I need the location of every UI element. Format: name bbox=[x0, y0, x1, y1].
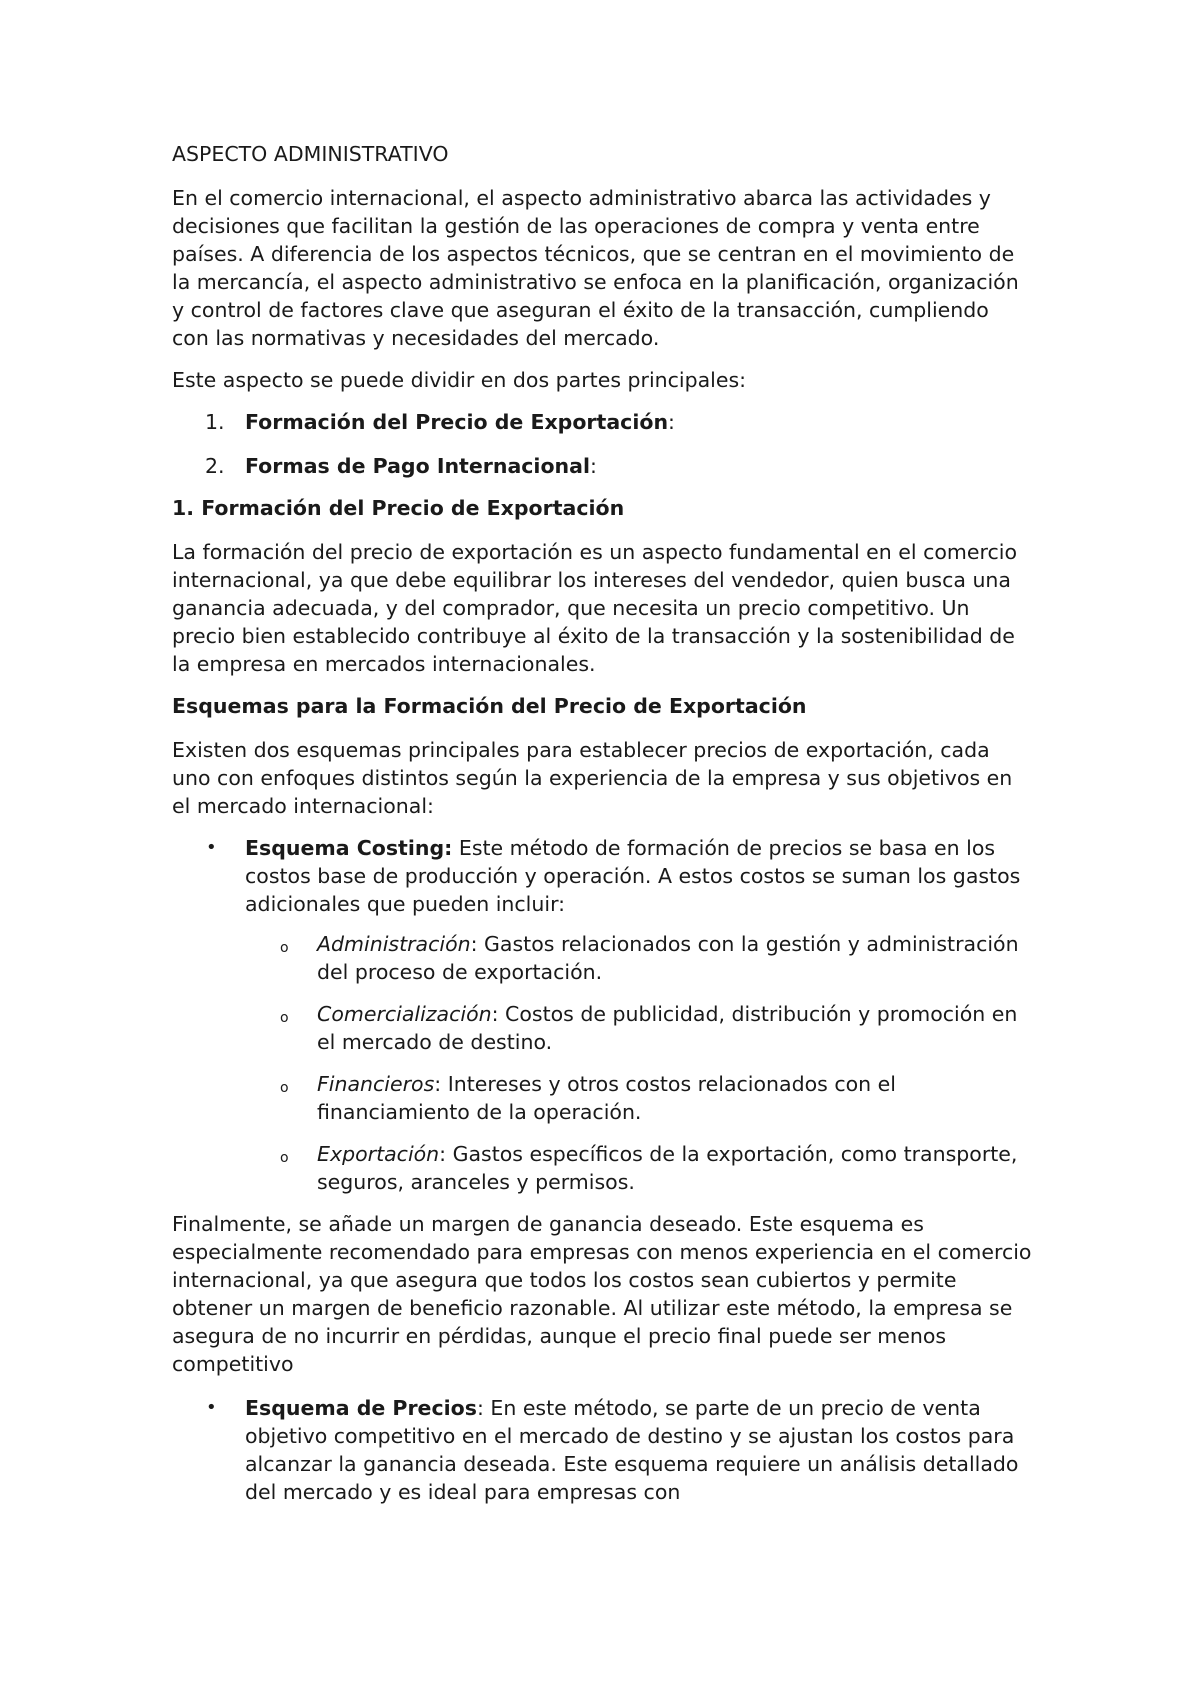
list-item-suffix: : bbox=[590, 454, 597, 478]
bullet-marker: • bbox=[206, 1397, 217, 1418]
costing-sub-list bbox=[172, 930, 1032, 1196]
bullet-precios bbox=[172, 1394, 1032, 1506]
divide-paragraph: Este aspecto se puede dividir en dos partes principales: bbox=[172, 368, 747, 392]
sub-item-text bbox=[317, 930, 1032, 986]
schemes-intro: Existen dos esquemas principales para establecer precios de exportación, cada uno con enfoques distintos según la experiencia de la empresa y sus objetivos en el mercado internacional: bbox=[172, 738, 1013, 818]
list-item bbox=[172, 452, 1032, 480]
list-item bbox=[172, 1000, 1032, 1056]
bullet-marker: • bbox=[206, 837, 217, 858]
costing-conclusion: Finalmente, se añade un margen de ganancia deseado. Este esquema es especialmente recomendado para empresas con menos experiencia en el comercio internacional, ya que asegura que todos los costos sean cubiertos y permite obtener un margen de beneficio razonable. Al utilizar este método, la empresa se asegura de no incurrir en pérdidas, aunque el precio final puede ser menos competitivo bbox=[172, 1212, 1032, 1376]
list-number: 2. bbox=[205, 454, 225, 478]
sub-marker: o bbox=[280, 940, 289, 956]
list-item bbox=[172, 408, 1032, 436]
section1-paragraph: La formación del precio de exportación es un aspecto fundamental en el comercio internacional, ya que debe equilibrar los intereses del vendedor, quien busca una ganancia adecuada, y del comprador, que necesita un precio competitivo. Un precio bien establecido contribuye al éxito de la transacción y la sostenibilidad de la empresa en mercados internacionales. bbox=[172, 540, 1018, 676]
sub-marker: o bbox=[280, 1010, 289, 1026]
schemes-heading: Esquemas para la Formación del Precio de Exportación bbox=[172, 694, 807, 718]
sub-item-desc: : Costos de publicidad, distribución y promoción en el mercado de destino. bbox=[317, 1002, 1018, 1054]
list-item-label: Formación del Precio de Exportación bbox=[245, 410, 669, 434]
costing-label: Esquema Costing: bbox=[245, 836, 453, 860]
sub-item-desc: : Gastos relacionados con la gestión y administración del proceso de exportación. bbox=[317, 932, 1019, 984]
list-item bbox=[172, 1070, 1032, 1126]
sub-marker: o bbox=[280, 1150, 289, 1166]
bullet-text bbox=[245, 834, 1032, 918]
document-page bbox=[172, 140, 1032, 1520]
bullet-costing bbox=[172, 834, 1032, 918]
document-title: ASPECTO ADMINISTRATIVO bbox=[172, 142, 449, 166]
sub-marker: o bbox=[280, 1080, 289, 1096]
parts-list bbox=[172, 408, 1032, 480]
list-number: 1. bbox=[205, 410, 225, 434]
sub-item-term: Comercialización bbox=[317, 1002, 492, 1026]
precios-label: Esquema de Precios bbox=[245, 1396, 477, 1420]
intro-paragraph: En el comercio internacional, el aspecto administrativo abarca las actividades y decisiones que facilitan la gestión de las operaciones de compra y venta entre países. A diferencia de los aspectos técnicos, que se centran en el movimiento de la mercancía, el aspecto administrativo se enfoca en la planificación, organización y control de factores clave que aseguran el éxito de la transacción, cumpliendo con las normativas y necesidades del mercado. bbox=[172, 186, 1019, 350]
sub-item-term: Exportación bbox=[317, 1142, 440, 1166]
sub-item-desc: : Intereses y otros costos relacionados con el financiamiento de la operación. bbox=[317, 1072, 896, 1124]
list-item bbox=[172, 930, 1032, 986]
list-item-label: Formas de Pago Internacional bbox=[245, 454, 590, 478]
section1-heading: 1. Formación del Precio de Exportación bbox=[172, 496, 625, 520]
list-item-suffix: : bbox=[668, 410, 675, 434]
sub-item-text bbox=[317, 1000, 1032, 1056]
bullet-text bbox=[245, 1394, 1032, 1506]
costing-text: Este método de formación de precios se basa en los costos base de producción y operación. A estos costos se suman los gastos adicionales que pueden incluir: bbox=[245, 836, 1021, 916]
list-item bbox=[172, 1140, 1032, 1196]
precios-text: : En este método, se parte de un precio de venta objetivo competitivo en el mercado de destino y se ajustan los costos para alcanzar la ganancia deseada. Este esquema requiere un análisis detallado del mercado y es ideal para empresas con bbox=[245, 1396, 1019, 1504]
sub-item-term: Financieros bbox=[317, 1072, 435, 1096]
sub-item-term: Administración bbox=[317, 932, 471, 956]
sub-item-desc: : Gastos específicos de la exportación, como transporte, seguros, aranceles y permisos. bbox=[317, 1142, 1018, 1194]
list-item-text bbox=[245, 408, 675, 436]
list-item-text bbox=[245, 452, 597, 480]
sub-item-text bbox=[317, 1070, 1032, 1126]
bullet-content bbox=[245, 834, 1032, 918]
sub-item-text bbox=[317, 1140, 1032, 1196]
